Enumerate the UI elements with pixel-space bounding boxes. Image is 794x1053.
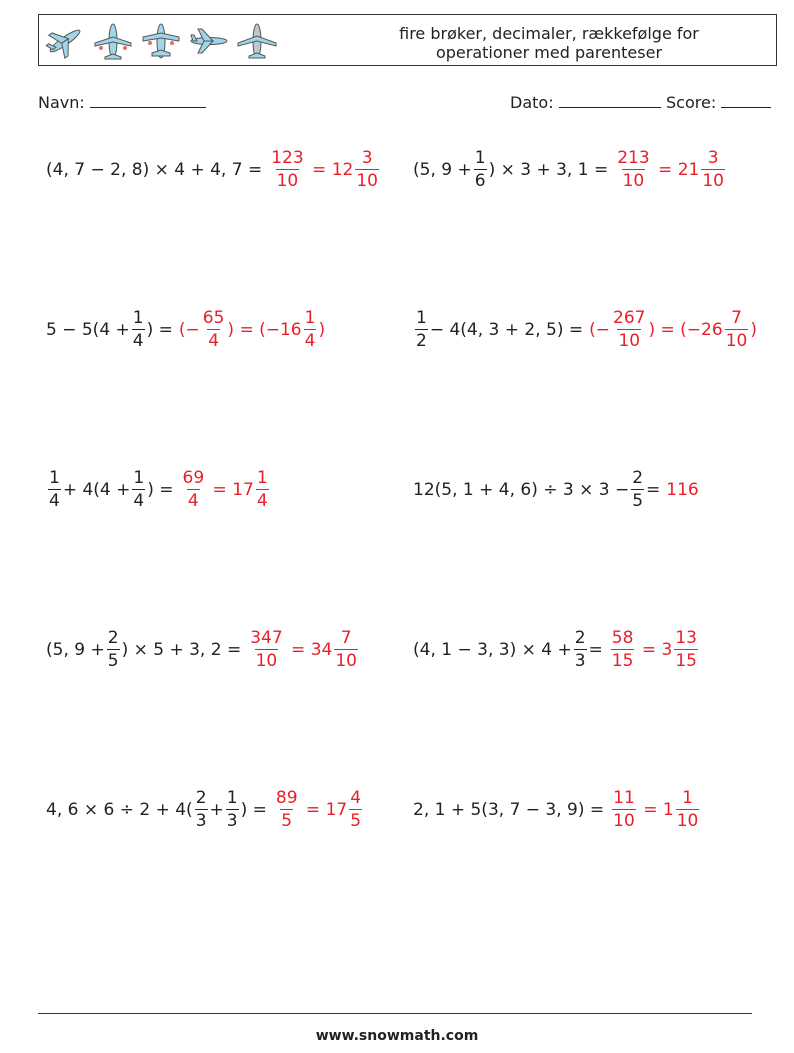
problem-expression: =: [646, 479, 661, 500]
problem-expression: − 4(4, 3 + 2, 5) =: [429, 319, 584, 340]
answer-mixed-denominator: 4: [256, 491, 268, 511]
answer-whole: 1: [662, 799, 674, 820]
answer-text: ) = (−26: [648, 319, 723, 340]
problem-expression: (5, 9 +: [413, 159, 472, 180]
answer-mixed-denominator: 10: [702, 171, 724, 191]
problem-expression: (5, 9 +: [46, 639, 105, 660]
fraction-numerator: 2: [574, 628, 586, 648]
problem-expression: (4, 1 − 3, 3) × 4 +: [413, 639, 572, 660]
fraction-numerator: 1: [474, 148, 486, 168]
answer-whole: 3: [661, 639, 673, 660]
answer-numerator: 347: [250, 628, 283, 648]
answer-mixed-denominator: 15: [675, 651, 697, 671]
problem-expression: + 4(4 +: [62, 479, 131, 500]
answer-whole: 12: [331, 159, 354, 180]
answer-mixed-numerator: 1: [256, 468, 268, 488]
fraction-numerator: 1: [133, 468, 145, 488]
answer-text: (−: [589, 319, 611, 340]
answer-whole: 34: [310, 639, 333, 660]
answer-denominator: 10: [622, 171, 645, 191]
answer-numerator: 11: [613, 788, 635, 808]
answer-text: ) = (−16: [227, 319, 302, 340]
problem-10: [413, 788, 701, 831]
fraction-denominator: 5: [632, 491, 644, 511]
fraction-denominator: 3: [195, 811, 207, 831]
problem-expression: 12(5, 1 + 4, 6) ÷ 3 × 3 −: [413, 479, 630, 500]
fraction-numerator: 2: [195, 788, 207, 808]
fraction-denominator: 4: [132, 331, 144, 351]
problem-1: [46, 148, 381, 191]
answer-whole: 17: [232, 479, 254, 500]
problem-8: [413, 628, 700, 671]
header-icons: [45, 19, 277, 63]
fraction-numerator: 1: [49, 468, 60, 488]
problem-6: [413, 468, 699, 511]
answer: $\frac{11}{10}$ = 1 $\frac{1}{10}$: [613, 788, 699, 831]
answer-text: (−: [178, 319, 200, 340]
worksheet-header: [38, 14, 777, 66]
answer-whole: 17: [325, 799, 348, 820]
problem-expression: ) =: [146, 319, 173, 340]
answer-mixed-denominator: 5: [350, 811, 362, 831]
footer-divider: [38, 1013, 752, 1014]
fraction-denominator: 3: [574, 651, 586, 671]
answer: $\frac{58}{15}$ = 3 $\frac{13}{15}$: [611, 628, 697, 671]
answer-numerator: 89: [275, 788, 298, 808]
fraction-denominator: 4: [49, 491, 60, 511]
name-field[interactable]: [38, 93, 206, 113]
answer-whole: 21: [677, 159, 700, 180]
score-blank[interactable]: [721, 93, 771, 108]
title-line-1: fire brøker, decimaler, rækkefølge for: [399, 24, 699, 43]
fraction-numerator: 1: [132, 308, 144, 328]
answer-mixed-numerator: 1: [304, 308, 316, 328]
answer-denominator: 5: [281, 811, 293, 831]
problem-expression: ) =: [240, 799, 267, 820]
answer: $\frac{89}{5}$ = 17 $\frac{4}{5}$: [275, 788, 362, 831]
answer-mixed-denominator: 10: [356, 171, 378, 191]
problem-4: [413, 308, 757, 351]
fraction-numerator: 2: [107, 628, 119, 648]
fraction-numerator: 1: [226, 788, 238, 808]
answer-mixed-numerator: 4: [350, 788, 362, 808]
answer-mixed-numerator: 1: [682, 788, 693, 808]
answer-numerator: 69: [182, 468, 205, 488]
answer: $\frac{213}{10}$ = 21 $\frac{3}{10}$: [617, 148, 724, 191]
answer-numerator: 65: [202, 308, 225, 328]
answer: $\frac{347}{10}$ = 34 $\frac{7}{10}$: [250, 628, 357, 671]
name-blank[interactable]: [90, 93, 206, 108]
answer-mixed-numerator: 7: [340, 628, 352, 648]
airplane-icon: [189, 21, 229, 61]
problem-expression: ) × 5 + 3, 2 =: [121, 639, 242, 660]
problem-9: [46, 788, 364, 831]
answer-denominator: 10: [255, 651, 278, 671]
answer-numerator: 213: [617, 148, 650, 168]
answer-denominator: 4: [187, 491, 199, 511]
answer-mixed-denominator: 4: [304, 331, 316, 351]
airplane-icon: [45, 21, 85, 61]
fraction-denominator: 5: [107, 651, 119, 671]
problem-expression: 5 − 5(4 +: [46, 319, 130, 340]
score-field[interactable]: [666, 93, 771, 113]
answer: $\frac{69}{4}$ = 17 $\frac{1}{4}$: [182, 468, 268, 511]
problem-expression: 2, 1 + 5(3, 7 − 3, 9) =: [413, 799, 605, 820]
problem-2: [413, 148, 727, 191]
title-line-2: operationer med parenteser: [435, 43, 663, 62]
answer-denominator: 10: [618, 331, 641, 351]
date-field[interactable]: [510, 93, 661, 113]
answer-mixed-denominator: 10: [676, 811, 699, 831]
fraction-denominator: 3: [226, 811, 238, 831]
answer-denominator: 10: [613, 811, 635, 831]
answer-text: ): [318, 319, 326, 340]
name-label: Navn:: [38, 93, 85, 112]
answer-denominator: 15: [611, 651, 634, 671]
fraction-numerator: 2: [632, 468, 644, 488]
answer: $\frac{123}{10}$ = 12 $\frac{3}{10}$: [271, 148, 378, 191]
answer-mixed-numerator: 3: [707, 148, 719, 168]
date-label: Dato:: [510, 93, 554, 112]
airplane-icon: [141, 21, 181, 61]
problem-expression: 4, 6 × 6 ÷ 2 + 4(: [46, 799, 193, 820]
problem-3: [46, 308, 325, 351]
answer-numerator: 58: [611, 628, 634, 648]
answer: 116: [666, 479, 699, 500]
problem-expression: ) =: [147, 479, 174, 500]
answer-denominator: 10: [276, 171, 299, 191]
answer: [179, 308, 325, 351]
problem-expression: (4, 7 − 2, 8) × 4 + 4, 7 =: [46, 159, 263, 180]
answer-mixed-denominator: 10: [335, 651, 357, 671]
answer-mixed-numerator: 13: [675, 628, 697, 648]
airplane-icon: [93, 21, 133, 61]
answer-mixed-denominator: 10: [725, 331, 748, 351]
airplane-icon: [237, 21, 277, 61]
fraction-numerator: 1: [416, 308, 427, 328]
problem-expression: ) × 3 + 3, 1 =: [488, 159, 609, 180]
answer-denominator: 4: [208, 331, 220, 351]
problem-expression: +: [209, 799, 224, 820]
answer-mixed-numerator: 7: [731, 308, 742, 328]
problem-7: [46, 628, 360, 671]
footer-url[interactable]: www.snowmath.com: [315, 1028, 479, 1044]
date-blank[interactable]: [559, 93, 661, 108]
score-label: Score:: [666, 93, 717, 112]
answer-numerator: 267: [613, 308, 646, 328]
answer-numerator: 123: [271, 148, 304, 168]
answer-text: ): [750, 319, 757, 340]
worksheet-title: [369, 24, 729, 62]
fraction-denominator: 4: [133, 491, 145, 511]
answer: [589, 308, 757, 351]
problem-5: [46, 468, 271, 511]
fraction-denominator: 6: [474, 171, 486, 191]
problem-expression: =: [588, 639, 603, 660]
answer-mixed-numerator: 3: [361, 148, 373, 168]
fraction-denominator: 2: [416, 331, 427, 351]
